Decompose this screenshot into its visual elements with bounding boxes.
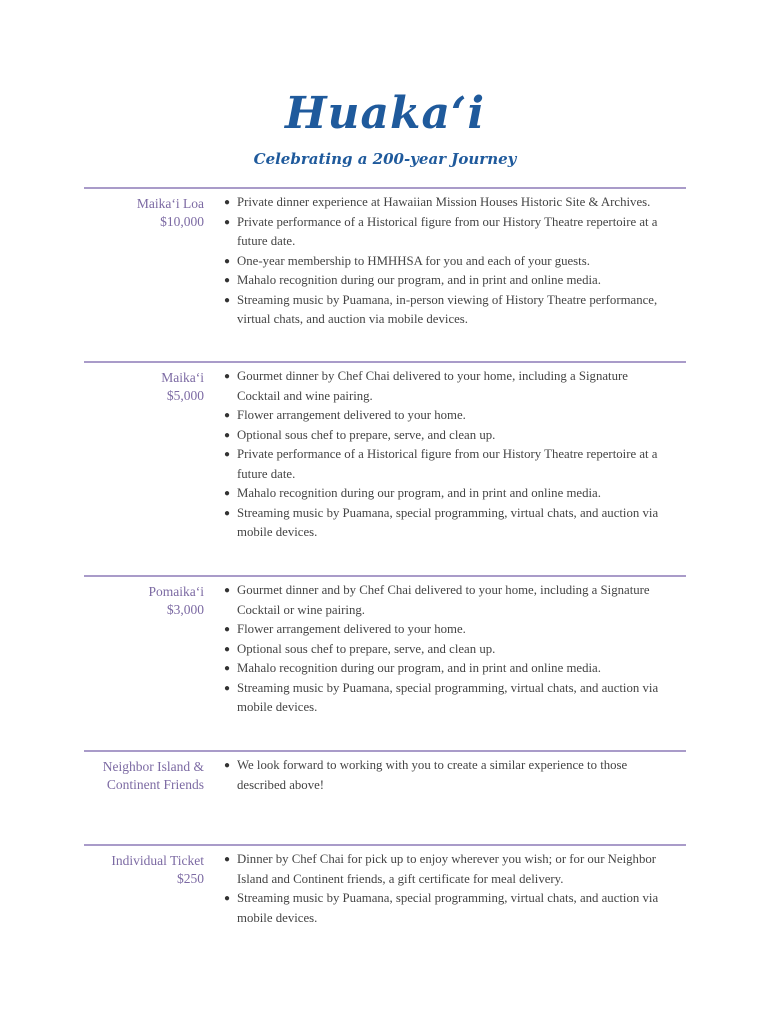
section-divider: [84, 361, 686, 363]
benefits-list: [224, 367, 674, 543]
benefit-item: ● Mahalo recognition during our program, and in print and online media.: [224, 484, 674, 504]
benefit-item: ● Streaming music by Puamana, special programming, virtual chats, and auction via mobile devices.: [224, 679, 674, 718]
tier-price: $3,000: [166, 601, 204, 617]
tier-price: $10,000: [160, 213, 204, 229]
tier-name: Neighbor Island & Continent Friends: [102, 759, 204, 792]
section-divider: [84, 750, 686, 752]
page-title: Huakaʻi: [284, 88, 486, 139]
benefits-list: [224, 756, 674, 795]
tier-label: [84, 369, 204, 404]
benefit-item: ● Streaming music by Puamana, special programming, virtual chats, and auction via mobile devices.: [224, 889, 674, 928]
tier-name: Individual Ticket: [111, 853, 204, 868]
section-divider: [84, 844, 686, 846]
section-divider: [84, 575, 686, 577]
benefit-item: ● Optional sous chef to prepare, serve, and clean up.: [224, 640, 674, 660]
benefits-list: [224, 193, 674, 330]
benefit-item: ● We look forward to working with you to create a similar experience to those described above!: [224, 756, 674, 795]
benefit-item: ● Streaming music by Puamana, special programming, virtual chats, and auction via mobile devices.: [224, 504, 674, 543]
benefit-item: ● Dinner by Chef Chai for pick up to enjoy wherever you wish; or for our Neighbor Island and Continent friends, a gift certificate for meal delivery.: [224, 850, 674, 889]
tier-name: Maikaʻi Loa: [136, 196, 204, 211]
benefit-item: ● Flower arrangement delivered to your home.: [224, 406, 674, 426]
benefit-item: ● Gourmet dinner by Chef Chai delivered to your home, including a Signature Cocktail and wine pairing.: [224, 367, 674, 406]
tier-label: [84, 583, 204, 618]
tier-price: $5,000: [166, 387, 204, 403]
benefit-item: ● Optional sous chef to prepare, serve, and clean up.: [224, 426, 674, 446]
benefit-item: ● Flower arrangement delivered to your home.: [224, 620, 674, 640]
benefit-item: ● Mahalo recognition during our program, and in print and online media.: [224, 271, 674, 291]
tier-name: Pomaikaʻi: [148, 584, 204, 599]
benefit-item: ● Private performance of a Historical figure from our History Theatre repertoire at a future date.: [224, 445, 674, 484]
tier-price: $250: [177, 870, 204, 886]
benefit-item: ● Gourmet dinner and by Chef Chai delivered to your home, including a Signature Cocktail or wine pairing.: [224, 581, 674, 620]
benefit-item: ● Private dinner experience at Hawaiian Mission Houses Historic Site & Archives.: [224, 193, 674, 213]
benefit-item: ● One-year membership to HMHHSA for you and each of your guests.: [224, 252, 674, 272]
benefit-item: ● Mahalo recognition during our program, and in print and online media.: [224, 659, 674, 679]
tier-label: [84, 758, 204, 793]
tier-label: [84, 852, 204, 887]
benefit-item: ● Private performance of a Historical figure from our History Theatre repertoire at a future date.: [224, 213, 674, 252]
tier-label: [84, 195, 204, 230]
benefit-item: ● Streaming music by Puamana, in-person viewing of History Theatre performance, virtual chats, and auction via mobile devices.: [224, 291, 674, 330]
page-subtitle: Celebrating a 200-year Journey: [253, 150, 517, 168]
benefits-list: [224, 850, 674, 928]
benefits-list: [224, 581, 674, 718]
tier-name: Maikaʻi: [161, 370, 204, 385]
section-divider: [84, 187, 686, 189]
